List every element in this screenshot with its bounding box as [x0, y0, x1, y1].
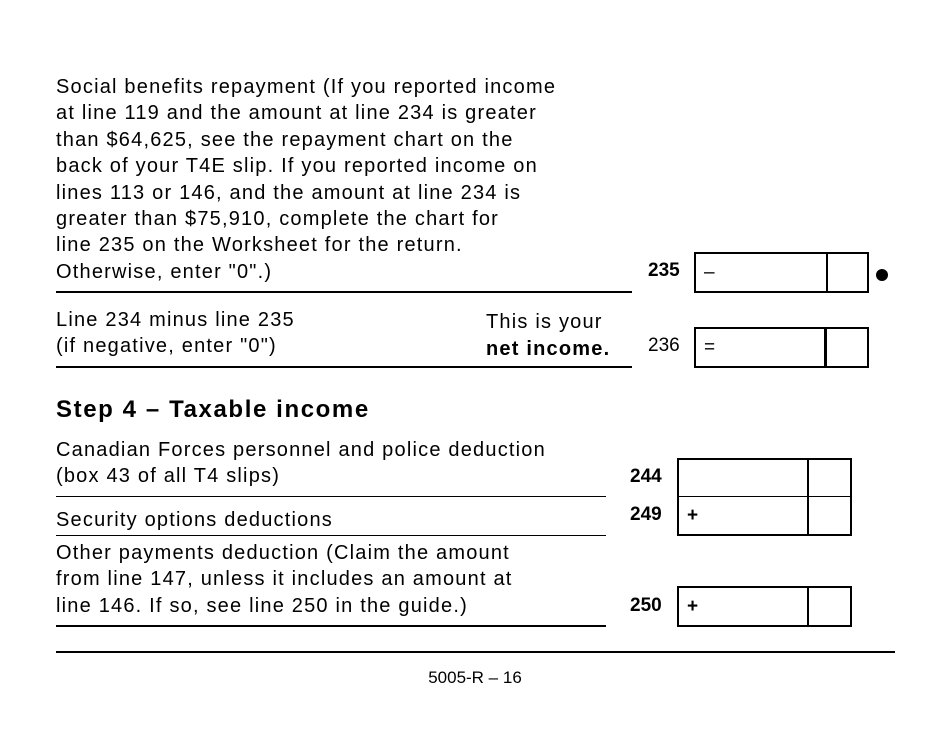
line-250-cents-input[interactable]	[809, 588, 850, 625]
line-235-operator: –	[704, 261, 715, 283]
line-250-dollars-input[interactable]	[699, 588, 804, 625]
line-249-operator: +	[687, 504, 699, 526]
line-235-amount-field[interactable]	[694, 252, 869, 293]
line-235-cents-input[interactable]	[828, 254, 867, 291]
line-244-description: Canadian Forces personnel and police deduction (box 43 of all T4 slips)	[56, 439, 546, 488]
line-244-number: 244	[630, 466, 662, 487]
line-236-operator: =	[704, 336, 716, 358]
line-236-rule	[56, 366, 632, 368]
line-236-number: 236	[648, 335, 680, 356]
line-250-number: 250	[630, 595, 662, 616]
line-235-number: 235	[648, 260, 680, 281]
line-250-rule	[56, 625, 606, 627]
page-number: 5005-R – 16	[428, 668, 522, 687]
line-235-dollars-input[interactable]	[716, 254, 823, 291]
line-236-note-prefix: This is your	[486, 311, 603, 333]
line-235-bullet-icon	[876, 269, 888, 281]
footer-rule	[56, 651, 895, 653]
line-249-rule	[56, 535, 606, 536]
line-244-amount-field[interactable]	[677, 458, 852, 497]
line-236-dollars-input[interactable]	[716, 329, 823, 366]
line-235-description: Social benefits repayment (If you reported income at line 119 and the amount at line 234 is greater than $64,625, see the repayment chart on the back of your T4E slip. If you reported income on lines 113 or 146, and the amount at line 234 is greater than $75,910, complete the chart for line 235 on the Worksheet for the return. Otherwise, enter "0".)	[56, 76, 557, 283]
line-236-net-income-label: net income.	[486, 338, 611, 360]
line-236-description: Line 234 minus line 235 (if negative, enter "0")	[56, 309, 295, 358]
line-249-cents-input[interactable]	[809, 497, 850, 534]
line-236-cents-input[interactable]	[827, 329, 867, 366]
line-235-rule	[56, 291, 632, 293]
line-244-dollars-input[interactable]	[679, 460, 804, 496]
line-249-number: 249	[630, 504, 662, 525]
line-244-rule	[56, 496, 606, 497]
line-249-description: Security options deductions	[56, 509, 333, 531]
line-236-amount-field[interactable]	[694, 327, 869, 368]
step-4-heading: Step 4 – Taxable income	[56, 396, 370, 423]
line-249-dollars-input[interactable]	[699, 497, 804, 534]
line-250-operator: +	[687, 595, 699, 617]
line-250-description: Other payments deduction (Claim the amount from line 147, unless it includes an amount at line 146. If so, see line 250 in the guide.)	[56, 542, 513, 617]
line-250-amount-field[interactable]	[677, 586, 852, 627]
line-244-cents-input[interactable]	[809, 460, 850, 496]
line-249-amount-field[interactable]	[677, 496, 852, 536]
